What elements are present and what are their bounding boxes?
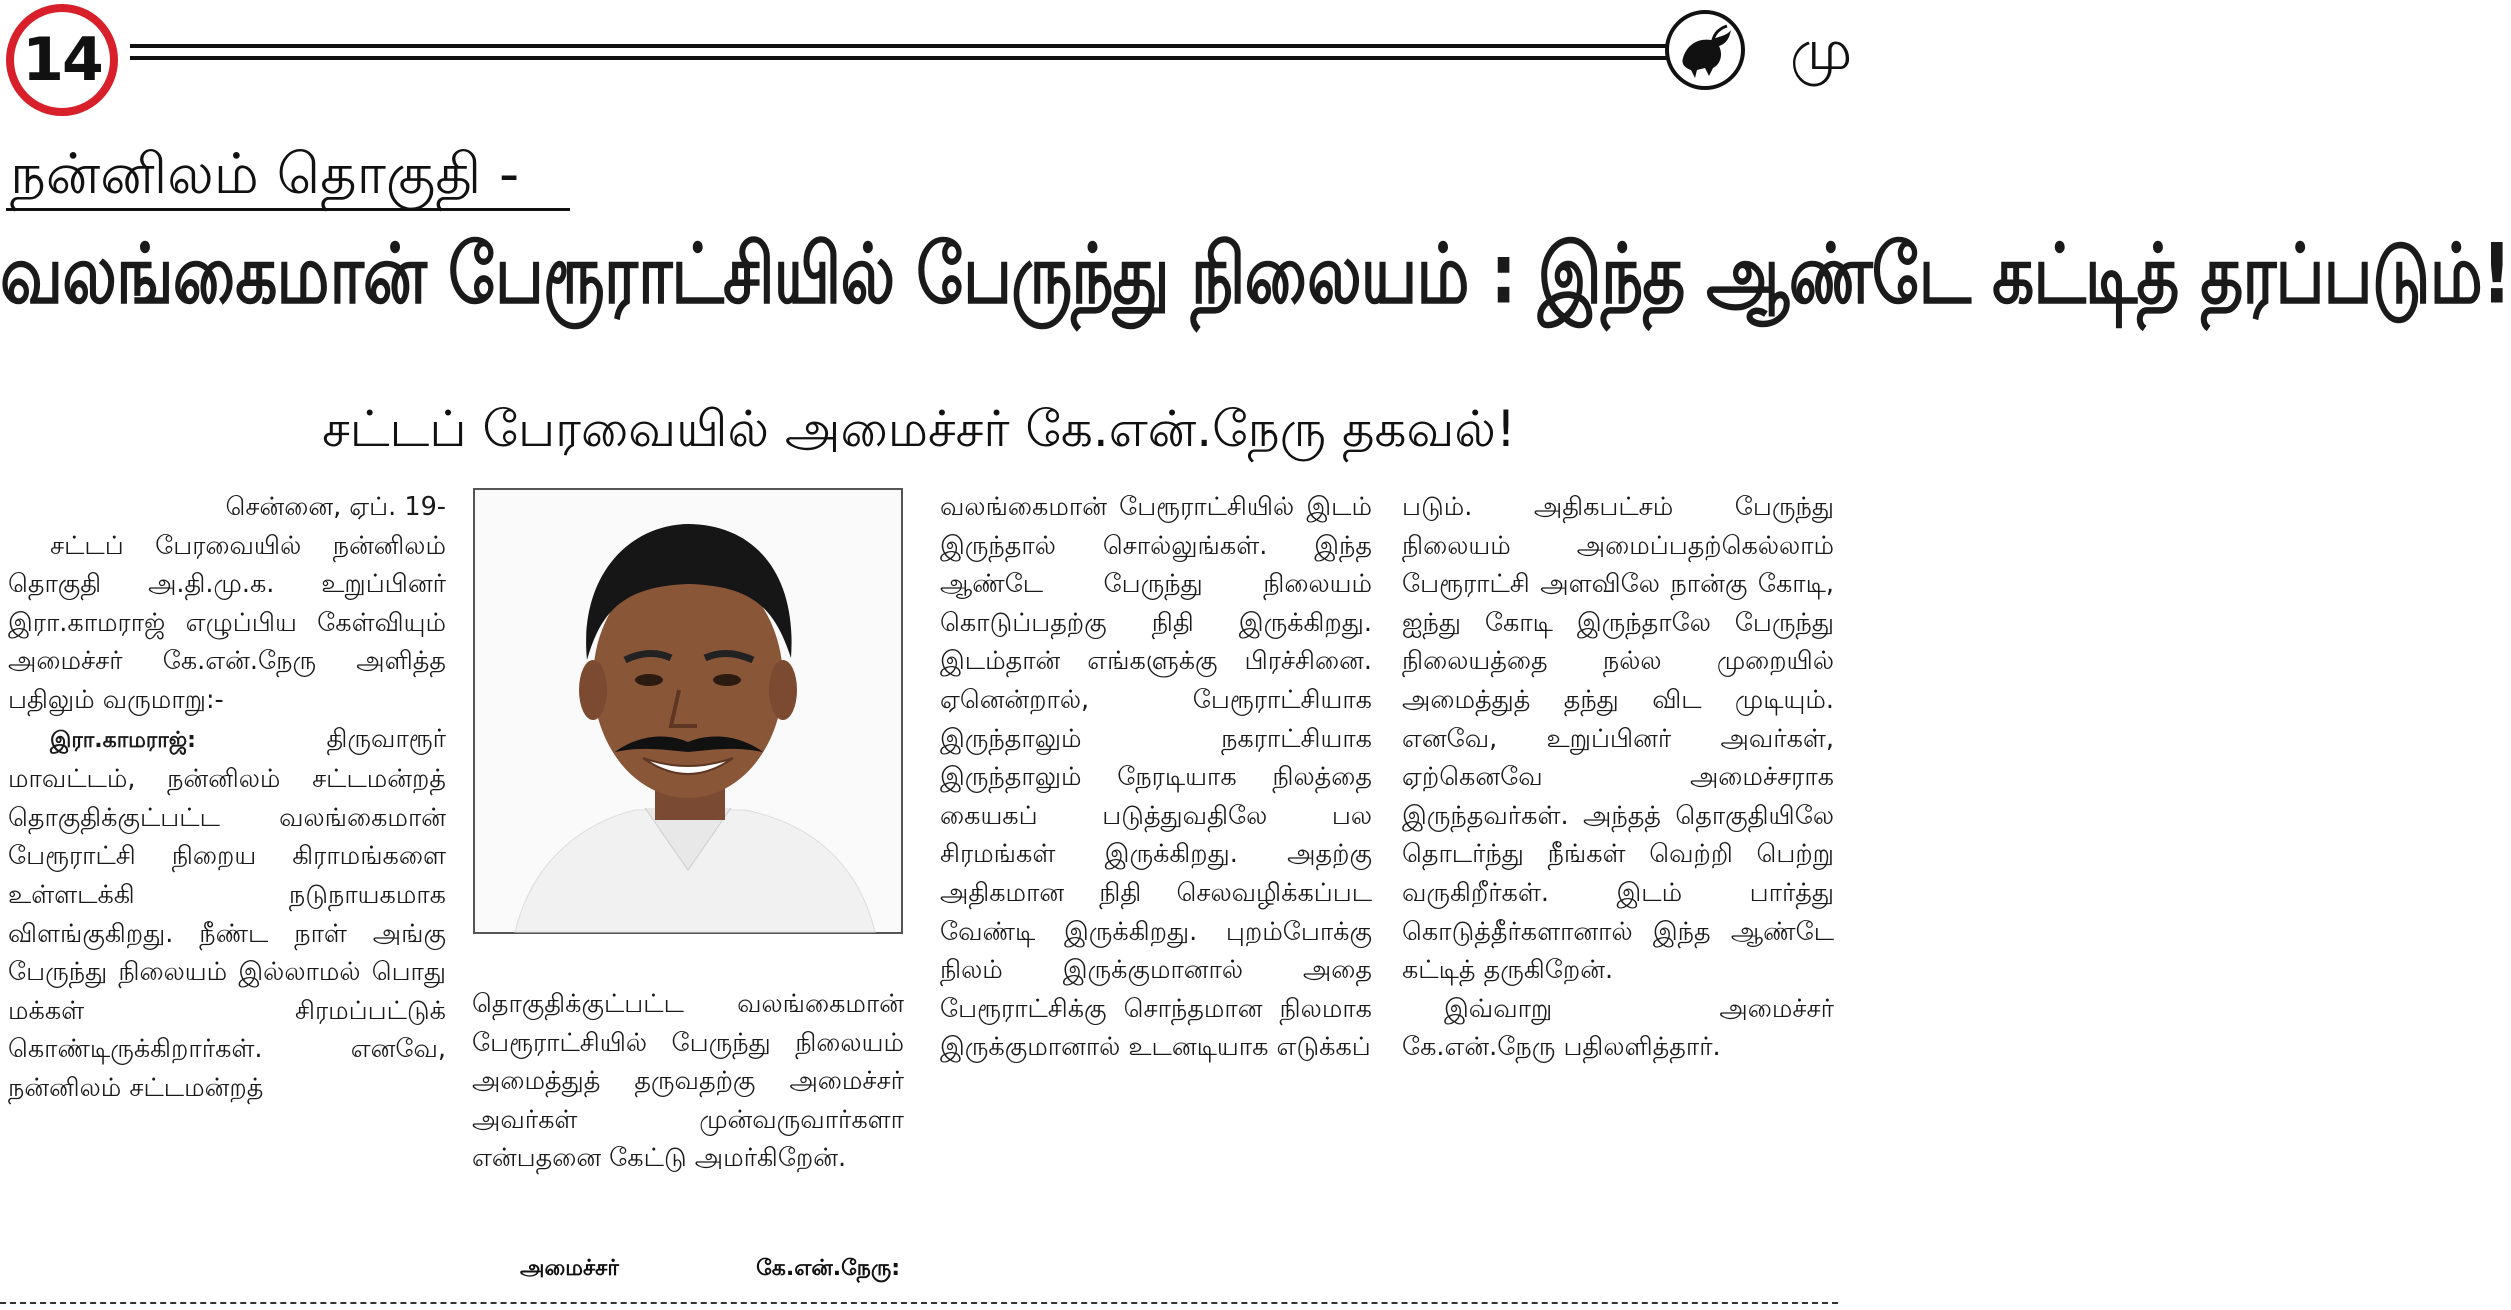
question-paragraph	[8, 720, 446, 1108]
dateline: சென்னை, ஏப். 19-	[225, 492, 446, 522]
answer-speaker-label	[520, 1256, 900, 1284]
article-subhead: சட்டப் பேரவையில் அமைச்சர் கே.என்.நேரு தகவல்!	[322, 400, 1516, 458]
article-column-3	[940, 488, 1372, 1067]
closing-paragraph: இவ்வாறு அமைச்சர் கே.என்.நேரு பதிலளித்தார்.	[1402, 993, 1834, 1063]
masthead-brand-glyph: மு	[1790, 18, 1853, 83]
article-headline: வலங்கைமான் பேரூராட்சியில் பேருந்து நிலையம் : இந்த ஆண்டே கட்டித் தரப்படும்!	[0, 226, 2511, 323]
answer-text-part-1: வலங்கைமான் பேரூராட்சியில் இடம் இருந்தால் சொல்லுங்கள். இந்த ஆண்டே பேருந்து நிலையம் கொடுப்பதற்கு நிதி இருக்கிறது. இடம்தான் எங்களுக்கு பிரச்சினை. ஏனென்றால், பேரூராட்சியாக இருந்தாலும் நகராட்சியாக இருந்தாலும் நேரடியாக நிலத்தை கையகப் படுத்துவதிலே பல சிரமங்கள் இருக்கிறது. அதற்கு அதிகமான நிதி செலவழிக்கப்பட வேண்டி இருக்கிறது. புறம்போக்கு நிலம் இருக்குமானால் அதை பேரூராட்சிக்கு சொந்தமான நிலமாக இருக்குமானால் உடனடியாக எடுக்கப்	[940, 492, 1372, 1063]
masthead-rule	[130, 44, 1668, 48]
kicker-underline	[6, 208, 570, 211]
answer-speaker-name: கே.என்.நேரு:	[756, 1256, 900, 1281]
article-column-2	[472, 985, 904, 1178]
article-column-4	[1402, 488, 1834, 1067]
question-speaker: இரா.காமராஜ்:	[50, 727, 196, 753]
bull-emblem-icon	[1665, 10, 1745, 90]
answer-speaker-title: அமைச்சர்	[520, 1256, 619, 1281]
article-kicker: நன்னிலம் தொகுதி -	[10, 142, 520, 207]
page-number-badge	[6, 4, 118, 116]
intro-paragraph: சட்டப் பேரவையில் நன்னிலம் தொகுதி அ.தி.மு.க. உறுப்பினர் இரா.காமராஜ் எழுப்பிய கேள்வியும் அமைச்சர் கே.என்.நேரு அளித்த பதிலும் வருமாறு:-	[8, 530, 446, 715]
question-text-part-2: தொகுதிக்குட்பட்ட வலங்கைமான் பேரூராட்சியில் பேருந்து நிலையம் அமைத்துத் தருவதற்கு அமைச்சர் அவர்கள் முன்வருவார்களா என்பதனை கேட்டு அமர்கிறேன்.	[472, 989, 904, 1174]
masthead-rule-secondary	[130, 56, 1668, 60]
article-column-1	[8, 488, 446, 1108]
bottom-dashed-rule	[0, 1302, 1838, 1304]
answer-text-part-2: படும். அதிகபட்சம் பேருந்து நிலையம் அமைப்பதற்கெல்லாம் பேரூராட்சி அளவிலே நான்கு கோடி, ஐந்து கோடி இருந்தாலே பேருந்து நிலையத்தை நல்ல முறையில் அமைத்துத் தந்து விட முடியும். எனவே, உறுப்பினர் அவர்கள், ஏற்கெனவே அமைச்சராக இருந்தவர்கள். அந்தத் தொகுதியிலே தொடர்ந்து நீங்கள் வெற்றி பெற்று வருகிறீர்கள். இடம் பார்த்து கொடுத்தீர்களானால் இந்த ஆண்டே கட்டித் தருகிறேன்.	[1402, 492, 1834, 986]
page-number: 14	[22, 25, 102, 95]
portrait-photo-icon	[473, 488, 903, 934]
question-text-part-1: திருவாரூர் மாவட்டம், நன்னிலம் சட்டமன்றத் தொகுதிக்குட்பட்ட வலங்கைமான் பேரூராட்சி நிறைய கிராமங்களை உள்ளடக்கி நடுநாயகமாக விளங்குகிறது. நீண்ட நாள் அங்கு பேருந்து நிலையம் இல்லாமல் பொது மக்கள் சிரமப்பட்டுக் கொண்டிருக்கிறார்கள். எனவே, நன்னிலம் சட்டமன்றத்	[8, 723, 446, 1103]
